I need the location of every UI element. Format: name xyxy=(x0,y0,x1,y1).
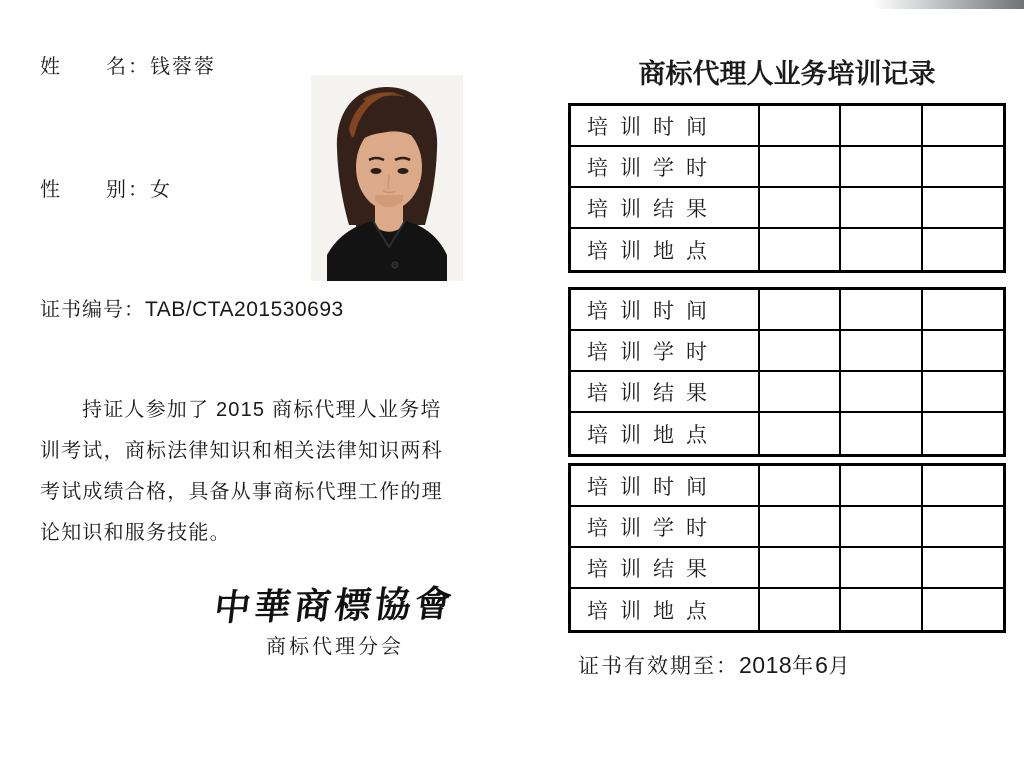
row-label: 培训时间 xyxy=(571,466,760,505)
record-cell xyxy=(760,147,841,186)
record-cell xyxy=(841,413,923,454)
record-cell xyxy=(760,106,841,145)
record-cell xyxy=(760,229,841,270)
record-cell xyxy=(841,147,923,186)
row-label: 培训学时 xyxy=(571,507,760,546)
row-label: 培训地点 xyxy=(571,229,760,270)
statement-line: 论知识和服务技能。 xyxy=(40,522,231,544)
record-cell xyxy=(841,229,923,270)
record-cell xyxy=(760,188,841,227)
table-row xyxy=(571,331,1003,372)
record-cell xyxy=(760,466,841,505)
table-row xyxy=(571,372,1003,413)
certificate-number-line xyxy=(40,293,344,322)
validity-month: 6 xyxy=(815,652,829,678)
record-cell xyxy=(841,188,923,227)
record-cell xyxy=(841,507,923,546)
row-label: 培训学时 xyxy=(571,331,760,370)
row-label: 培训结果 xyxy=(571,548,760,587)
training-record-title: 商标代理人业务培训记录 xyxy=(638,59,936,89)
table-row xyxy=(571,413,1003,454)
record-cell xyxy=(760,290,841,329)
row-label: 培训结果 xyxy=(571,188,760,227)
row-label: 培训结果 xyxy=(571,372,760,411)
table-row xyxy=(571,290,1003,331)
record-cell xyxy=(841,372,923,411)
record-cell xyxy=(841,466,923,505)
certification-statement xyxy=(40,390,480,554)
record-cell xyxy=(923,466,1003,505)
row-label: 培训时间 xyxy=(571,106,760,145)
validity-year-suffix: 年 xyxy=(792,655,816,678)
name-line: 姓 名：钱蓉蓉 xyxy=(40,56,216,78)
record-cell xyxy=(760,413,841,454)
record-cell xyxy=(760,507,841,546)
record-cell xyxy=(760,372,841,411)
association-seal-signature: 中華商標協會 xyxy=(211,583,458,629)
table-row xyxy=(571,466,1003,507)
table-row xyxy=(571,147,1003,188)
table-row xyxy=(571,548,1003,589)
record-cell xyxy=(760,548,841,587)
validity-label: 证书有效期至： xyxy=(578,655,739,678)
scan-shadow xyxy=(872,0,1024,9)
row-label: 培训地点 xyxy=(571,413,760,454)
record-cell xyxy=(923,106,1003,145)
validity-month-suffix: 月 xyxy=(828,655,852,678)
record-cell xyxy=(923,548,1003,587)
row-label: 培训时间 xyxy=(571,290,760,329)
record-cell xyxy=(923,507,1003,546)
record-cell xyxy=(923,372,1003,411)
record-cell xyxy=(923,229,1003,270)
table-row xyxy=(571,229,1003,270)
record-cell xyxy=(923,413,1003,454)
portrait-photo xyxy=(311,75,463,281)
statement-line: 持证人参加了 2015 商标代理人业务培 xyxy=(82,399,442,421)
statement-line: 考试成绩合格，具备从事商标代理工作的理 xyxy=(40,481,443,503)
record-cell xyxy=(841,331,923,370)
record-cell xyxy=(923,331,1003,370)
record-cell xyxy=(760,589,841,630)
record-cell xyxy=(923,290,1003,329)
branch-name: 商标代理分会 xyxy=(266,636,404,658)
record-cell xyxy=(923,188,1003,227)
training-table-3 xyxy=(568,463,1006,633)
row-label: 培训地点 xyxy=(571,589,760,630)
certificate-number-label: 证书编号： xyxy=(40,299,145,321)
table-row xyxy=(571,507,1003,548)
portrait-illustration xyxy=(311,75,463,281)
record-cell xyxy=(923,589,1003,630)
record-cell xyxy=(841,290,923,329)
table-row xyxy=(571,188,1003,229)
record-cell xyxy=(841,106,923,145)
certificate-number-value: TAB/CTA201530693 xyxy=(145,298,344,321)
record-cell xyxy=(841,548,923,587)
gender-line: 性 别：女 xyxy=(40,179,172,201)
table-row xyxy=(571,589,1003,630)
statement-line: 训考试，商标法律知识和相关法律知识两科 xyxy=(40,440,443,462)
record-cell xyxy=(841,589,923,630)
record-cell xyxy=(923,147,1003,186)
table-row xyxy=(571,106,1003,147)
row-label: 培训学时 xyxy=(571,147,760,186)
validity-line xyxy=(578,650,851,680)
record-cell xyxy=(760,331,841,370)
training-table-1 xyxy=(568,103,1006,273)
validity-year: 2018 xyxy=(739,652,793,678)
training-table-2 xyxy=(568,287,1006,457)
